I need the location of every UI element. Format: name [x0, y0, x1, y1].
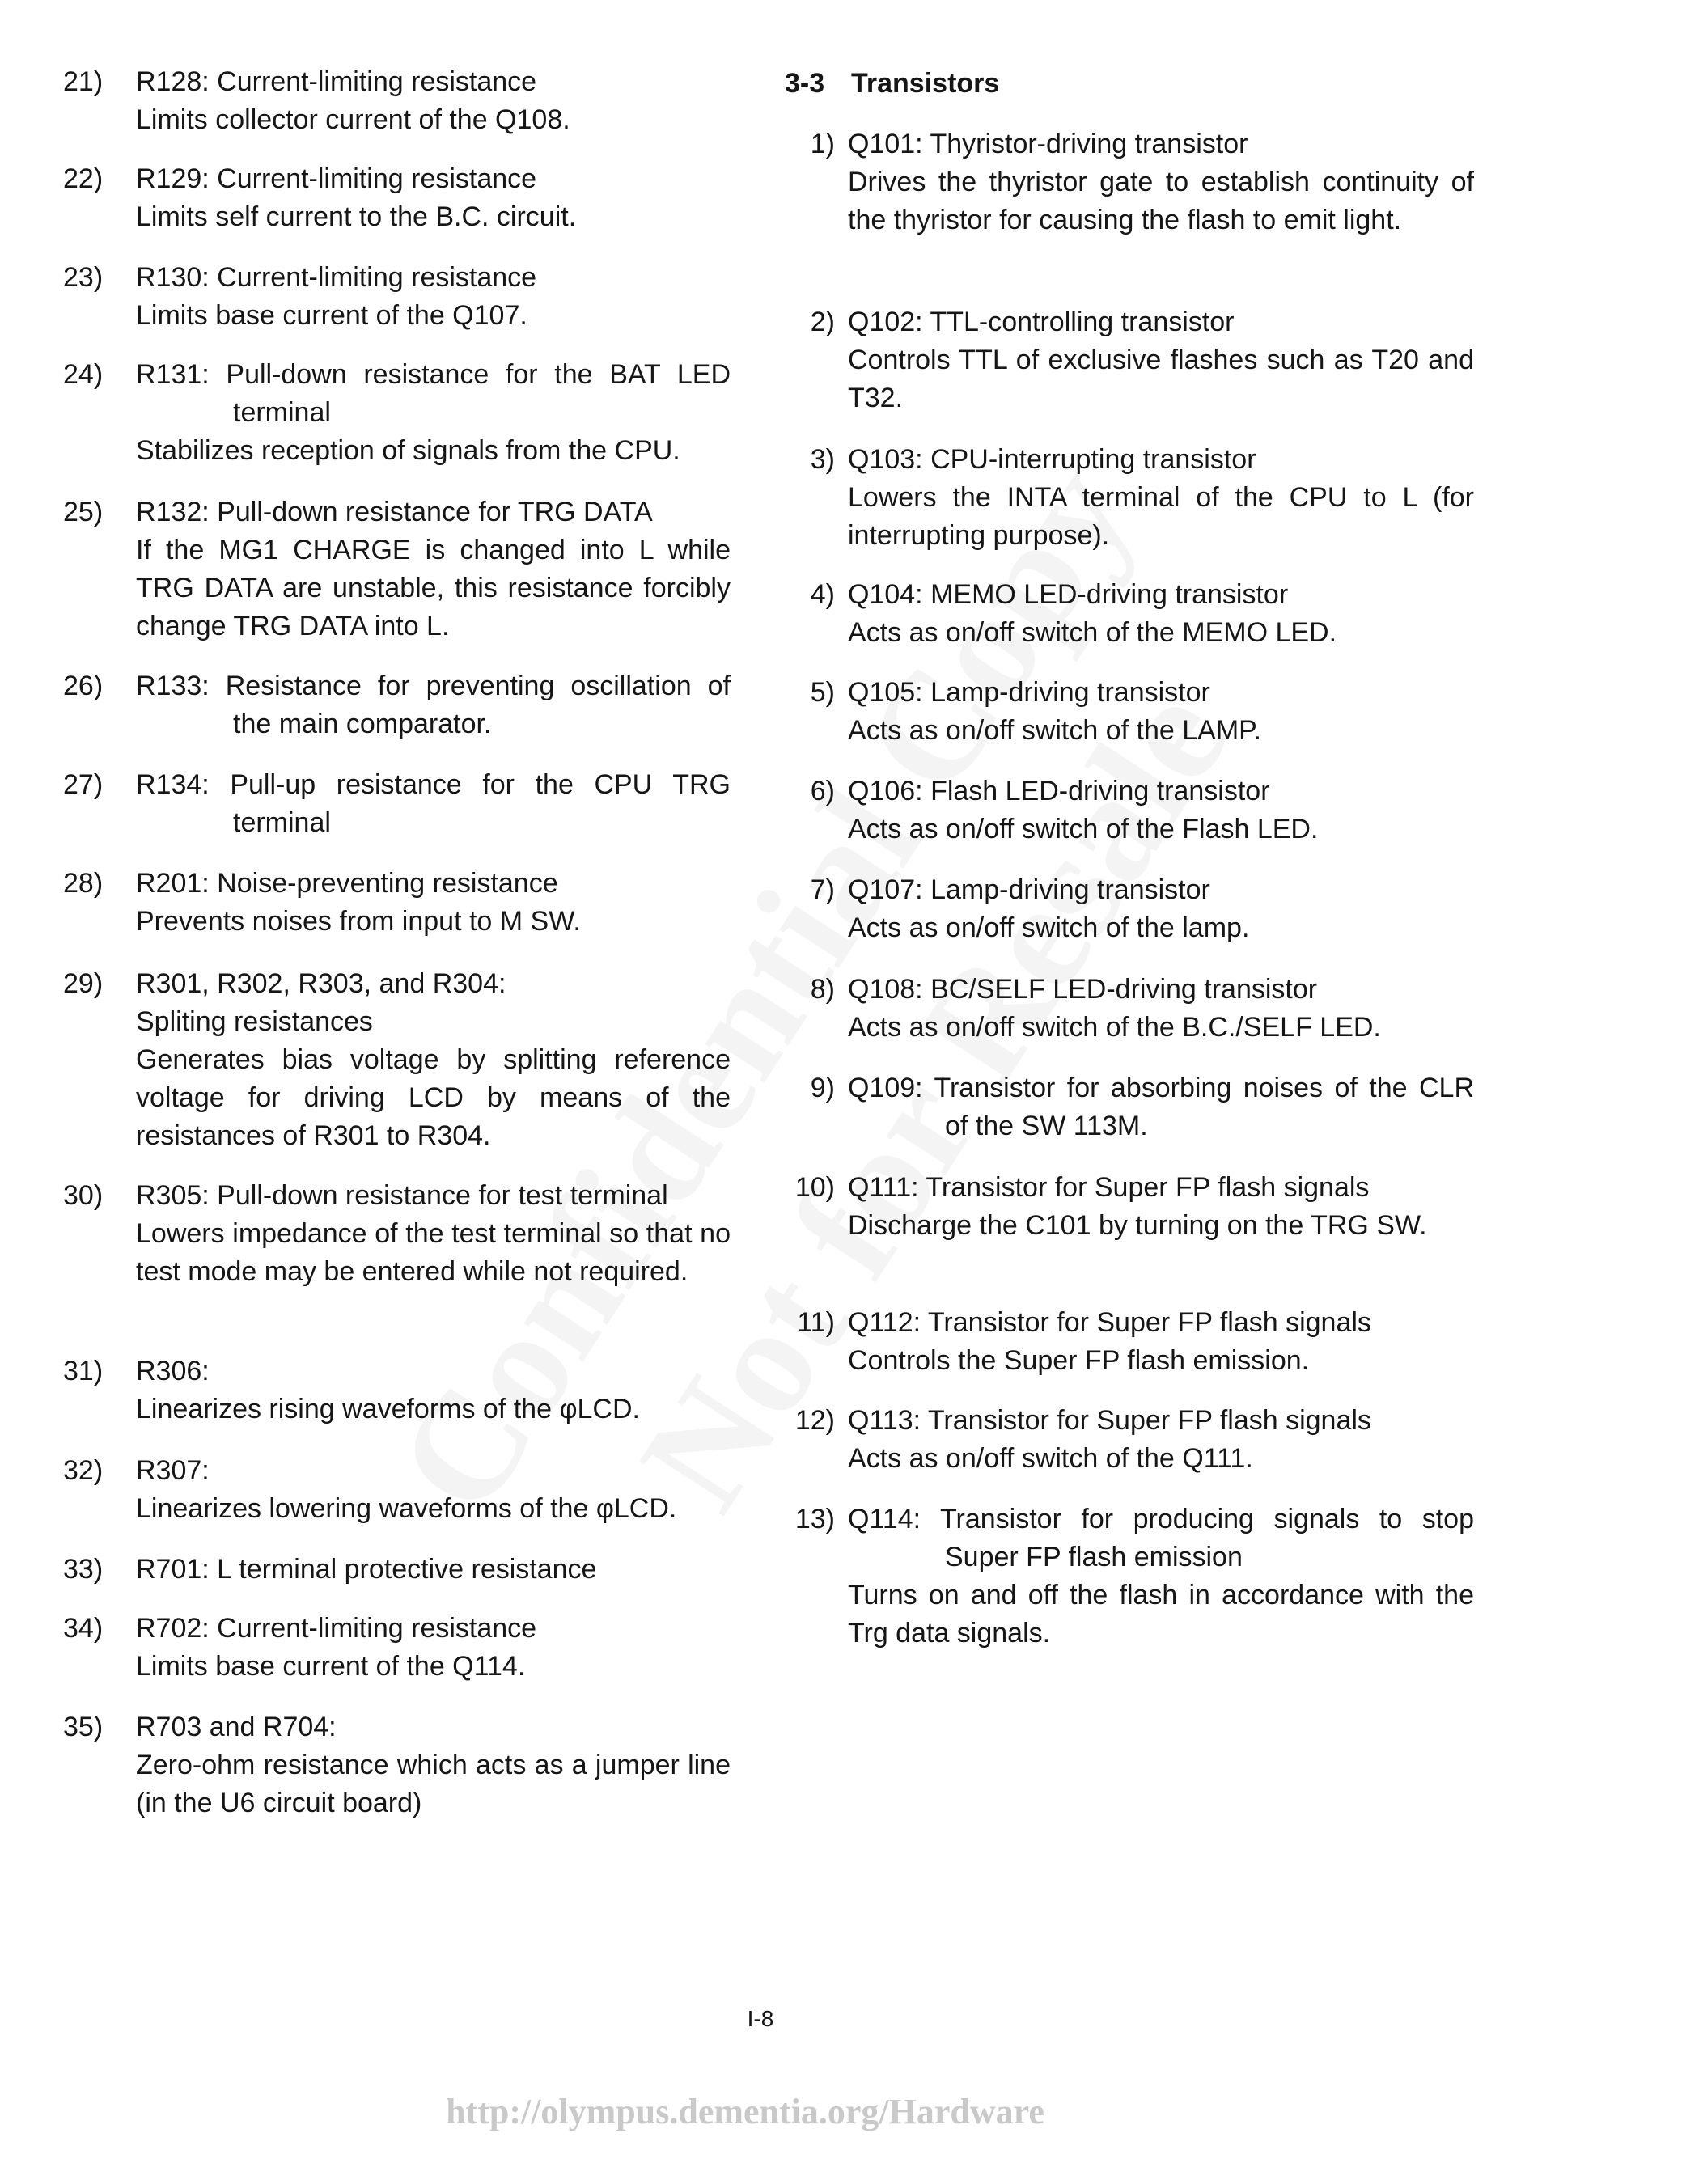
page-number: I-8	[747, 2006, 774, 2031]
item-heading: R701: L terminal protective resistance	[136, 1554, 597, 1585]
item-description: Linearizes lowering waveforms of the φLCD.	[136, 1493, 677, 1524]
list-item	[785, 772, 1474, 849]
item-description: Controls the Super FP flash emission.	[848, 1345, 1310, 1376]
list-item	[63, 160, 731, 236]
list-item	[63, 1352, 731, 1428]
item-heading: R133: Resistance for preventing oscillation of the main comparator.	[136, 671, 731, 739]
list-item	[785, 1500, 1474, 1653]
footer-url: http://olympus.dementia.org/Hardware	[446, 2092, 1044, 2131]
item-number: 30)	[63, 1180, 104, 1211]
item-heading: Q101: Thyristor-driving transistor	[848, 129, 1248, 159]
item-heading: Q103: CPU-interrupting transistor	[848, 444, 1256, 475]
item-number: 2)	[810, 307, 835, 337]
item-number: 1)	[810, 129, 835, 159]
list-item	[785, 971, 1474, 1047]
item-number: 21)	[63, 66, 104, 97]
list-item	[63, 965, 731, 1155]
item-description: Acts as on/off switch of the Flash LED.	[848, 814, 1319, 844]
item-heading: R128: Current-limiting resistance	[136, 66, 537, 97]
item-heading: Q109: Transistor for absorbing noises of the CLR of the SW 113M.	[848, 1073, 1474, 1141]
item-number: 10)	[794, 1172, 835, 1203]
item-number: 28)	[63, 868, 104, 899]
list-item	[785, 441, 1474, 555]
list-item	[785, 1169, 1474, 1245]
list-item	[63, 865, 731, 941]
item-heading: Q114: Transistor for producing signals to stop Super FP flash emission	[848, 1504, 1474, 1572]
item-heading: Q107: Lamp-driving transistor	[848, 874, 1210, 905]
item-description: Lowers impedance of the test terminal so that no test mode may be entered while not required.	[136, 1218, 731, 1287]
item-number: 31)	[63, 1356, 104, 1386]
item-description: Controls TTL of exclusive flashes such as T20 and T32.	[848, 345, 1474, 413]
item-description: Turns on and off the flash in accordance with the Trg data signals.	[848, 1580, 1474, 1649]
item-description: Zero-ohm resistance which acts as a jumper line (in the U6 circuit board)	[136, 1750, 731, 1818]
item-heading: R301, R302, R303, and R304:	[136, 968, 506, 999]
list-item	[63, 766, 731, 842]
item-heading: Q113: Transistor for Super FP flash signals	[848, 1405, 1371, 1436]
item-number: 8)	[810, 974, 835, 1005]
item-description: Limits collector current of the Q108.	[136, 104, 570, 135]
item-number: 35)	[63, 1712, 104, 1742]
item-description: Acts as on/off switch of the Q111.	[848, 1443, 1253, 1474]
item-number: 5)	[810, 677, 835, 708]
item-number: 22)	[63, 163, 104, 194]
section-number: 3-3	[785, 68, 825, 99]
item-heading: Q112: Transistor for Super FP flash signals	[848, 1307, 1371, 1338]
list-item	[785, 1304, 1474, 1380]
list-item	[785, 674, 1474, 750]
item-heading: Q108: BC/SELF LED-driving transistor	[848, 974, 1318, 1005]
item-heading: R703 and R704:	[136, 1712, 337, 1742]
item-description: Limits base current of the Q107.	[136, 300, 527, 331]
item-heading: Q106: Flash LED-driving transistor	[848, 776, 1270, 806]
item-heading: R129: Current-limiting resistance	[136, 163, 537, 194]
item-description: Limits self current to the B.C. circuit.	[136, 201, 577, 232]
item-number: 29)	[63, 968, 104, 999]
item-description: Generates bias voltage by splitting reference voltage for driving LCD by means of the resistances of R301 to R304.	[136, 1044, 731, 1151]
list-item	[63, 63, 731, 139]
item-number: 33)	[63, 1554, 104, 1585]
item-number: 32)	[63, 1455, 104, 1486]
item-number: 11)	[797, 1307, 835, 1338]
item-description: Lowers the INTA terminal of the CPU to L (for interrupting purpose).	[848, 482, 1474, 551]
list-item	[785, 1069, 1474, 1145]
list-item	[785, 871, 1474, 947]
item-description: Acts as on/off switch of the B.C./SELF LED.	[848, 1012, 1381, 1043]
item-number: 9)	[810, 1073, 835, 1103]
item-number: 4)	[810, 579, 835, 610]
item-heading: R132: Pull-down resistance for TRG DATA	[136, 497, 653, 527]
item-heading: R134: Pull-up resistance for the CPU TRG terminal	[136, 769, 731, 838]
item-description: Discharge the C101 by turning on the TRG SW.	[848, 1210, 1427, 1241]
list-item	[63, 1452, 731, 1528]
item-heading: R305: Pull-down resistance for test terminal	[136, 1180, 668, 1211]
item-description: Acts as on/off switch of the LAMP.	[848, 715, 1261, 746]
item-heading: Q104: MEMO LED-driving transistor	[848, 579, 1289, 610]
item-description: Prevents noises from input to M SW.	[136, 906, 581, 937]
item-description: Acts as on/off switch of the lamp.	[848, 912, 1250, 943]
list-item	[63, 1551, 731, 1589]
item-number: 13)	[794, 1504, 835, 1534]
section-title: Transistors	[851, 68, 1000, 99]
item-heading: Q102: TTL-controlling transistor	[848, 307, 1235, 337]
item-number: 23)	[63, 262, 104, 293]
item-number: 6)	[810, 776, 835, 806]
item-heading: R131: Pull-down resistance for the BAT LED terminal	[136, 359, 731, 428]
item-heading: R702: Current-limiting resistance	[136, 1613, 537, 1644]
list-item	[63, 1708, 731, 1822]
item-description: Drives the thyristor gate to establish continuity of the thyristor for causing the flash to emit light.	[848, 167, 1474, 235]
item-number: 26)	[63, 671, 104, 701]
item-number: 3)	[810, 444, 835, 475]
list-item	[63, 356, 731, 470]
item-heading: R130: Current-limiting resistance	[136, 262, 537, 293]
item-number: 25)	[63, 497, 104, 527]
item-number: 7)	[810, 874, 835, 905]
item-heading: Q105: Lamp-driving transistor	[848, 677, 1210, 708]
list-item	[785, 576, 1474, 652]
list-item	[63, 667, 731, 743]
list-item	[63, 1177, 731, 1291]
item-number: 27)	[63, 769, 104, 800]
list-item	[785, 303, 1474, 417]
item-number: 12)	[794, 1405, 835, 1436]
item-number: 34)	[63, 1613, 104, 1644]
list-item	[785, 1402, 1474, 1478]
item-description: Stabilizes reception of signals from the CPU.	[136, 435, 680, 466]
item-description: Acts as on/off switch of the MEMO LED.	[848, 617, 1337, 648]
item-heading: Q111: Transistor for Super FP flash signals	[848, 1172, 1370, 1203]
item-description: Spliting resistances	[136, 1006, 373, 1037]
list-item	[63, 259, 731, 335]
section-heading	[785, 65, 999, 103]
item-description: Linearizes rising waveforms of the φLCD.	[136, 1394, 640, 1424]
item-number: 24)	[63, 359, 104, 390]
list-item	[785, 125, 1474, 239]
item-description: If the MG1 CHARGE is changed into L while TRG DATA are unstable, this resistance forcibly change TRG DATA into L.	[136, 535, 731, 641]
item-description: Limits base current of the Q114.	[136, 1651, 526, 1682]
list-item	[63, 493, 731, 645]
item-heading: R201: Noise-preventing resistance	[136, 868, 558, 899]
item-heading: R306:	[136, 1356, 210, 1386]
item-heading: R307:	[136, 1455, 210, 1486]
list-item	[63, 1610, 731, 1686]
